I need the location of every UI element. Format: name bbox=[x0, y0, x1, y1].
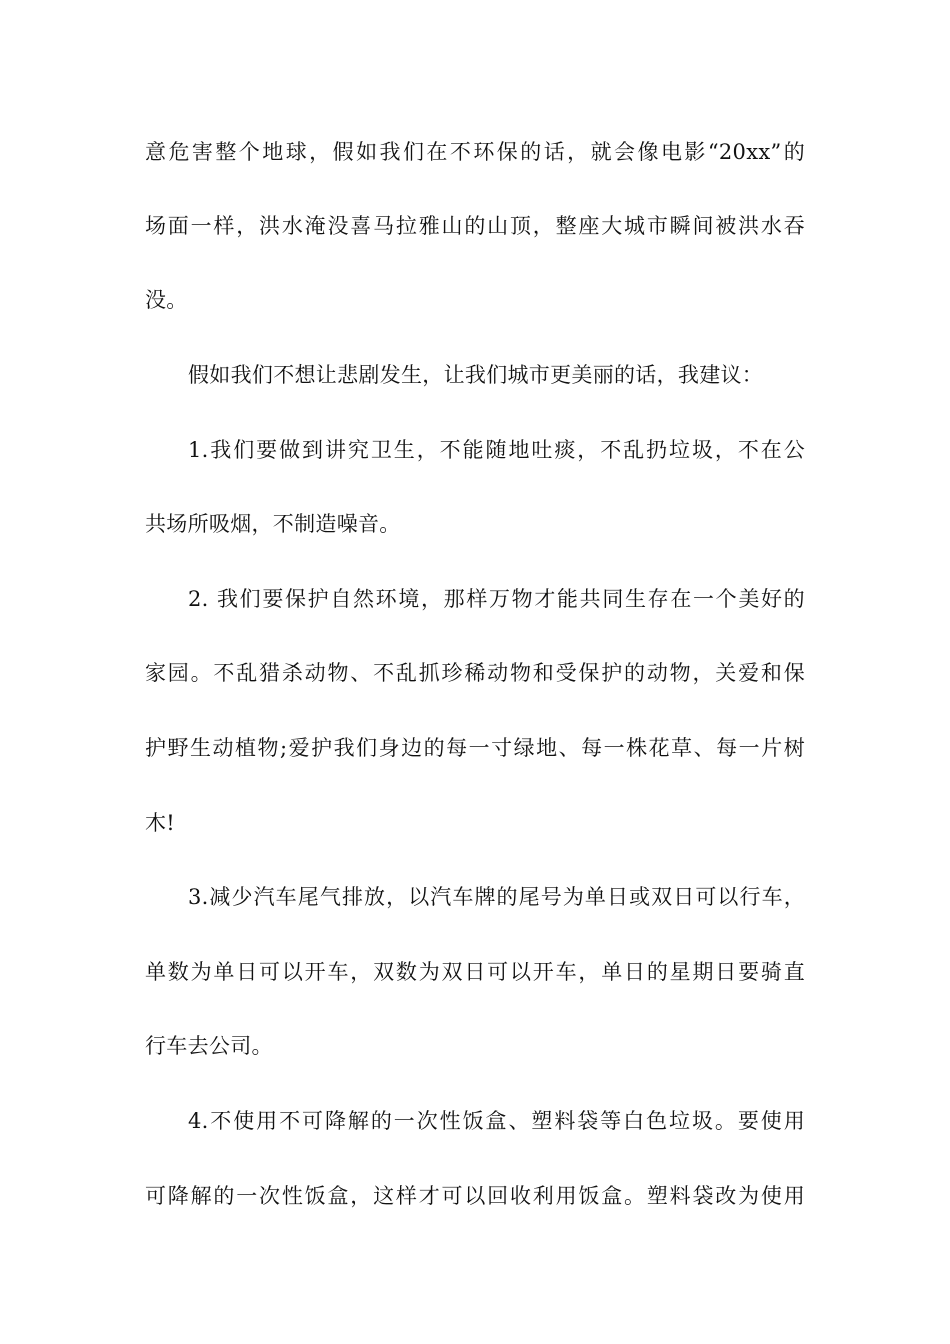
text-line: 共场所吸烟，不制造噪音。 bbox=[145, 512, 401, 536]
text-line: 假如我们不想让悲剧发生，让我们城市更美丽的话，我建议： bbox=[188, 363, 764, 387]
text-line: 2. 我们要保护自然环境，那样万物才能共同生存在一个美好的 bbox=[188, 587, 805, 611]
text-line: 3.减少汽车尾气排放，以汽车牌的尾号为单日或双日可以行车， bbox=[188, 885, 805, 909]
text-line: 可降解的一次性饭盒，这样才可以回收利用饭盒。塑料袋改为使用 bbox=[145, 1184, 805, 1208]
text-line: 场面一样，洪水淹没喜马拉雅山的山顶，整座大城市瞬间被洪水吞 bbox=[145, 214, 805, 238]
text-line: 行车去公司。 bbox=[145, 1034, 273, 1058]
text-line: 护野生动植物;爱护我们身边的每一寸绿地、每一株花草、每一片树 bbox=[145, 736, 805, 760]
text-line: 意危害整个地球，假如我们在不环保的话，就会像电影“20xx”的 bbox=[145, 140, 805, 164]
text-line: 木! bbox=[145, 811, 176, 835]
text-line: 没。 bbox=[145, 288, 188, 312]
text-line: 家园。不乱猎杀动物、不乱抓珍稀动物和受保护的动物，关爱和保 bbox=[145, 661, 805, 685]
text-line: 单数为单日可以开车，双数为双日可以开车，单日的星期日要骑直 bbox=[145, 960, 805, 984]
text-line: 4.不使用不可降解的一次性饭盒、塑料袋等白色垃圾。要使用 bbox=[188, 1109, 805, 1133]
text-line: 1.我们要做到讲究卫生，不能随地吐痰，不乱扔垃圾，不在公 bbox=[188, 438, 805, 462]
